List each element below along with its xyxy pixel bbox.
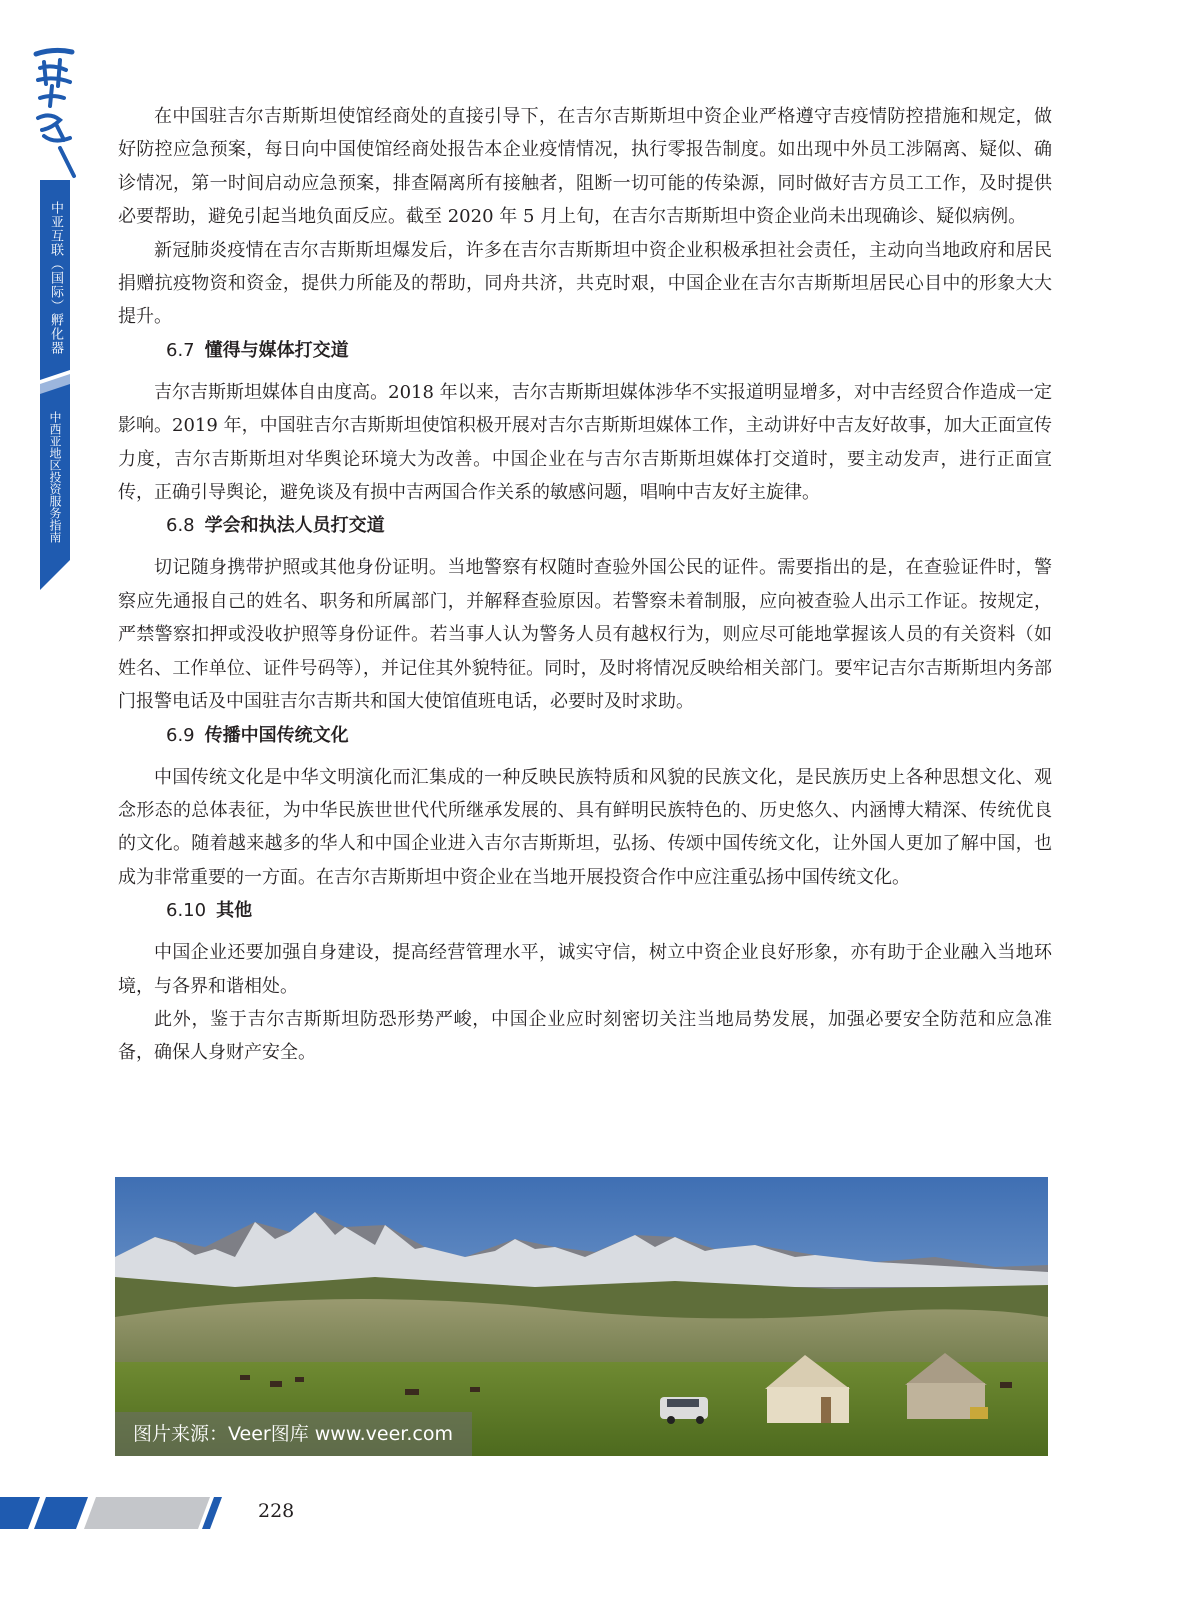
paragraph: 此外，鉴于吉尔吉斯斯坦防恐形势严峻，中国企业应时刻密切关注当地局势发展，加强必要安全防范和应急准备，确保人身财产安全。 [118, 1008, 1052, 1064]
paragraph: 中国企业还要加强自身建设，提高经营管理水平，诚实守信，树立中资企业良好形象，亦有助于企业融入当地环境，与各界和谐相处。 [118, 942, 1052, 997]
paragraph: 吉尔吉斯斯坦媒体自由度高。2018 年以来，吉尔吉斯斯坦媒体涉华不实报道明显增多，对中吉经贸合作造成一定影响。2019 年，中国驻吉尔吉斯斯坦使馆积极开展对吉尔吉斯斯坦媒体工作，主动讲好中吉友好故事，加大正面宣传力度，吉尔吉斯斯坦对华舆论环境大为改善。中国企业在与吉尔吉斯斯坦媒体打交道时，要主动发声，进行正面宣传，正确引导舆论，避免谈及有损中吉两国合作关系的敏感问题，唱响中吉友好主旋律。 [118, 381, 1052, 504]
section-title: 传播中国传统文化 [204, 724, 349, 746]
section-heading [118, 723, 1052, 749]
landscape-photo [115, 1177, 1048, 1456]
section-heading [118, 338, 1052, 364]
belt-road-calligraphy-logo [30, 40, 78, 180]
section-heading [118, 898, 1052, 924]
section-number: 6.10 [166, 900, 207, 922]
section-heading [118, 513, 1052, 539]
section-title: 其他 [216, 900, 253, 922]
section-number: 6.9 [166, 724, 195, 746]
paragraph: 中国传统文化是中华文明演化而汇集成的一种反映民族特质和风貌的民族文化，是民族历史上各种思想文化、观念形态的总体表征，为中华民族世世代代所继承发展的、具有鲜明民族特色的、历史悠久、内涵博大精深、传统优良的文化。随着越来越多的华人和中国企业进入吉尔吉斯斯坦，弘扬、传颂中国传统文化，让外国人更加了解中国，也成为非常重要的一方面。在吉尔吉斯斯坦中资企业在当地开展投资合作中应注重弘扬中国传统文化。 [118, 766, 1052, 888]
guide-title-label: 中西亚地区投资服务指南 [48, 411, 62, 543]
photo-credit: 图片来源：Veer图库 www.veer.com [115, 1412, 472, 1456]
series-logo [30, 40, 78, 180]
page-number: 228 [258, 1500, 295, 1522]
series-sidebar [40, 180, 70, 590]
paragraph: 切记随身携带护照或其他身份证明。当地警察有权随时查验外国公民的证件。需要指出的是，在查验证件时，警察应先通报自己的姓名、职务和所属部门，并解释查验原因。若警察未着制服，应向被查验人出示工作证。按规定，严禁警察扣押或没收护照等身份证件。若当事人认为警务人员有越权行为，则应尽可能地掌握该人员的有关资料（如姓名、工作单位、证件号码等），并记住其外貌特征。同时，及时将情况反映给相关部门。要牢记吉尔吉斯斯坦内务部门报警电话及中国驻吉尔吉斯共和国大使馆值班电话，必要时及时求助。 [118, 557, 1052, 713]
paragraph: 在中国驻吉尔吉斯斯坦使馆经商处的直接引导下，在吉尔吉斯斯坦中资企业严格遵守吉疫情防控措施和规定，做好防控应急预案，每日向中国使馆经商处报告本企业疫情情况，执行零报告制度。如出现中外员工涉隔离、疑似、确诊情况，第一时间启动应急预案，排查隔离所有接触者，阻断一切可能的传染源，同时做好吉方员工工作，及时提供必要帮助，避免引起当地负面反应。截至 2020 年 5 月上旬，在吉尔吉斯斯坦中资企业尚未出现确诊、疑似病例。 [118, 106, 1052, 228]
footer-stripe-decoration [0, 1493, 230, 1533]
incubator-label: 中亚互联（国际）孵化器 [48, 201, 63, 355]
main-content [118, 100, 1052, 1070]
paragraph: 新冠肺炎疫情在吉尔吉斯斯坦爆发后，许多在吉尔吉斯斯坦中资企业积极承担社会责任，主动向当地政府和居民捐赠抗疫物资和资金，提供力所能及的帮助，同舟共济，共克时艰，中国企业在吉尔吉斯斯坦居民心目中的形象大大提升。 [118, 239, 1052, 328]
section-number: 6.8 [166, 515, 195, 537]
section-title: 学会和执法人员打交道 [204, 515, 385, 537]
section-title: 懂得与媒体打交道 [204, 339, 349, 361]
section-number: 6.7 [166, 339, 195, 361]
